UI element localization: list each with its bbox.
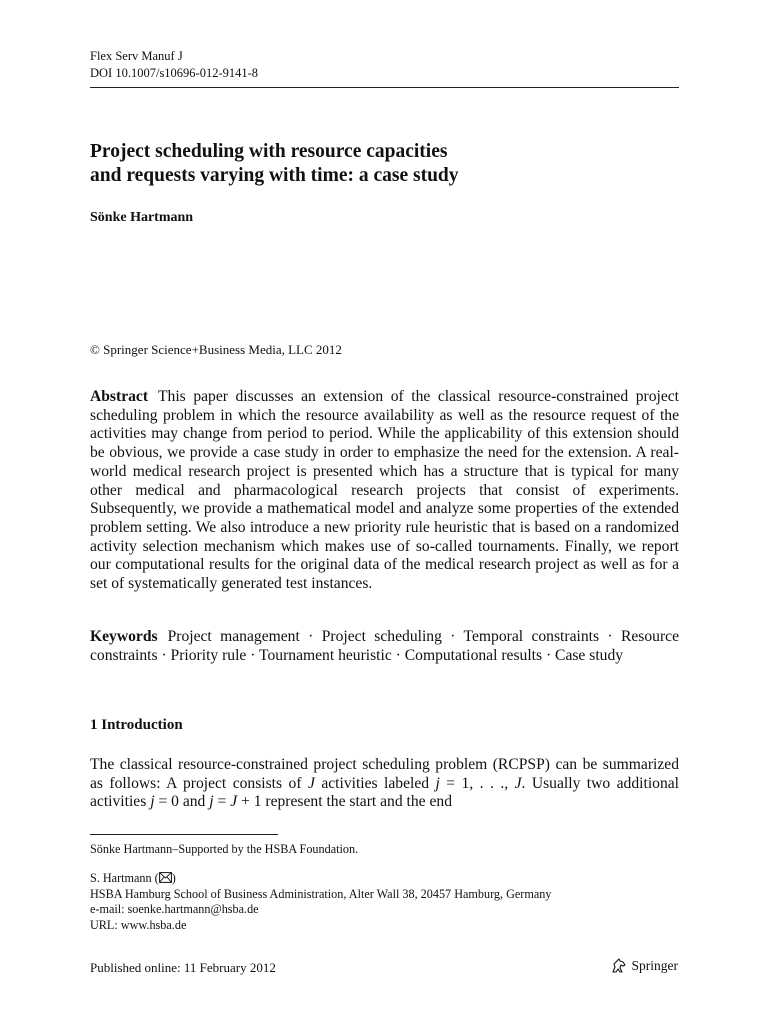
published-date: Published online: 11 February 2012 [90, 960, 276, 975]
author-short-name: S. Hartmann ( [90, 871, 159, 885]
section-heading-introduction: 1 Introduction [90, 717, 183, 733]
correspondence-line [90, 871, 679, 887]
abstract-label: Abstract [90, 388, 149, 405]
journal-name: Flex Serv Manuf J [90, 49, 183, 63]
math-j: j [209, 793, 214, 811]
institution: HSBA Hamburg School of Business Administration, Alter Wall 38, 20457 Hamburg, Germany [90, 886, 552, 901]
journal-header [90, 48, 679, 82]
publisher-name: Springer [631, 958, 678, 973]
math-J: J [307, 774, 315, 792]
footnote-rule [90, 834, 278, 835]
math-J: J [230, 793, 238, 811]
abstract-text: This paper discusses an extension of the classical resource-constrained project scheduling problem in which the resource availability as well as the resource request of the activities may change from period to period. While the applicability of this extension should be obvious, we provide a case study in order to emphasize the need for the extension. A real-world medical research project is presented which has a structure that is typical for many other medical and pharmacological research projects that consist of experiments. Subsequently, we provide a mathematical model and analyze some properties of the extended problem setting. We also introduce a new priority rule heuristic that is based on a randomized activity selection mechanism which makes use of so-called tournaments. Finally, we report our computational results for the original data of the medical research project as well as for a set of systematically generated test instances. [90, 388, 679, 593]
doi-link[interactable]: DOI 10.1007/s10696-012-9141-8 [90, 66, 259, 80]
intro-text: = [213, 793, 231, 811]
abstract-block [90, 388, 679, 594]
keywords-text: Project management · Project scheduling · Temporal constraints · Resource constraints · Priority rule · Tournament heuristic · Computational results · Case study [90, 628, 679, 664]
intro-text: activities labeled [314, 774, 436, 792]
paper-title [90, 140, 679, 188]
email-link[interactable]: e-mail: soenke.hartmann@hsba.de [90, 902, 259, 916]
intro-text: The classical resource-constrained project scheduling problem (RCPSP) can be summarized as follows: A project consists of [90, 756, 679, 792]
introduction-paragraph [90, 756, 679, 812]
copyright-notice: © Springer Science+Business Media, LLC 2012 [90, 342, 342, 357]
springer-horse-icon [610, 958, 628, 974]
author-name: Sönke Hartmann [90, 210, 194, 225]
title-line-2: and requests varying with time: a case study [90, 165, 459, 186]
url-link[interactable]: URL: www.hsba.de [90, 917, 187, 932]
math-J: J [514, 774, 522, 792]
publisher-logo [610, 958, 679, 974]
affiliation-block [90, 871, 679, 933]
math-j: j [435, 774, 440, 792]
title-line-1: Project scheduling with resource capacities [90, 141, 448, 162]
intro-text: + 1 represent the start and the end [237, 793, 453, 811]
keywords-block [90, 628, 679, 665]
intro-text: = 0 and [154, 793, 210, 811]
intro-text: = 1, . . ., [439, 774, 515, 792]
header-rule [90, 87, 679, 88]
math-j: j [150, 793, 155, 811]
footnote: Sönke Hartmann–Supported by the HSBA Foundation. [90, 842, 359, 856]
intro-text: . Usually two additional activities [90, 774, 679, 811]
envelope-icon [159, 872, 172, 883]
keywords-label: Keywords [90, 628, 158, 645]
paren-close: ) [171, 871, 176, 885]
